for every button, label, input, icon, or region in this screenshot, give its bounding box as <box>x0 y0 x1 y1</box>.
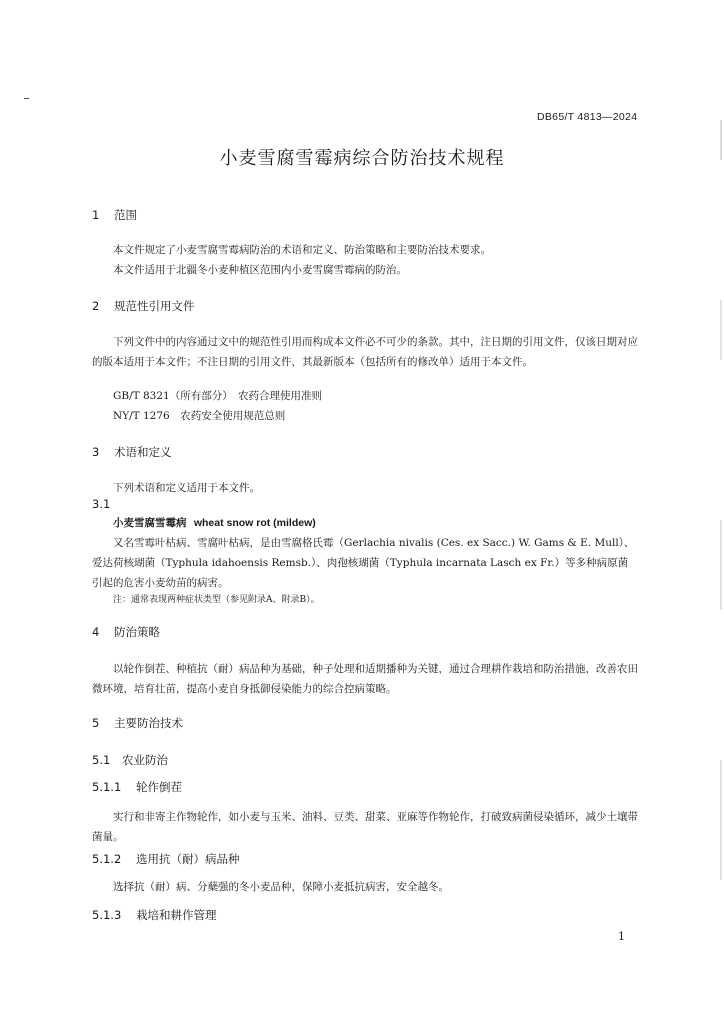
section-title: 农业防治 <box>122 753 168 767</box>
paragraph: 以轮作倒茬、种植抗（耐）病品种为基础，种子处理和适期播种为关键，通过合理耕作栽培和防治措施，改善农田微环境，培育壮苗，提高小麦自身抵御侵染能力的综合控病策略。 <box>92 663 638 695</box>
term-number: 3.1 <box>92 497 111 511</box>
normative-reference: GB/T 8321（所有部分） 农药合理使用准则 <box>113 390 322 402</box>
note: 注：通常表现两种症状类型（参见附录A、附录B）。 <box>113 595 320 605</box>
subsection-heading-5-1-3 <box>92 907 217 923</box>
scan-edge-mark <box>720 760 722 880</box>
section-title: 轮作倒茬 <box>136 780 182 794</box>
page-title: 小麦雪腐雪霉病综合防治技术规程 <box>219 148 505 169</box>
term-definition: 又名雪霉叶枯病、雪腐叶枯病，是由雪腐格氏霉（Gerlachia nivalis (Ces. ex Sacc.) W. Gams & E. Mull）、爱达荷核瑚菌（Typhula idahoensis Remsb.）、肉孢核瑚菌（Typhula incarnata Lasch ex Fr.）等多种病原菌引起的危害小麦幼苗的病害。 <box>92 537 635 589</box>
term-english: wheat snow rot (mildew) <box>193 517 316 529</box>
section-title: 范围 <box>114 208 137 222</box>
section-heading-3 <box>92 444 172 460</box>
subsection-heading-5-1 <box>92 752 168 768</box>
section-number: 3 <box>92 445 100 459</box>
term-entry <box>113 513 316 533</box>
scan-mark <box>24 98 29 99</box>
normative-reference: NY/T 1276 农药安全使用规范总则 <box>113 410 286 422</box>
section-heading-5 <box>92 715 183 731</box>
subsection-heading-5-1-1 <box>92 779 182 795</box>
section-number: 5 <box>92 716 100 730</box>
paragraph: 下列术语和定义适用于本文件。 <box>113 482 260 494</box>
scan-edge-mark <box>720 120 722 160</box>
subsection-heading-5-1-2 <box>92 851 240 867</box>
section-number: 1 <box>92 208 100 222</box>
paragraph: 本文件适用于北疆冬小麦种植区范围内小麦雪腐雪霉病的防治。 <box>113 264 407 276</box>
section-number: 4 <box>92 625 100 639</box>
section-heading-4 <box>92 624 160 640</box>
section-title: 术语和定义 <box>114 445 172 459</box>
page-number: 1 <box>618 930 625 943</box>
paragraph: 实行和非寄主作物轮作，如小麦与玉米、油料、豆类、甜菜、亚麻等作物轮作，打破致病菌侵染循环，减少土壤带菌量。 <box>92 811 638 843</box>
paragraph: 本文件规定了小麦雪腐雪霉病防治的术语和定义、防治策略和主要防治技术要求。 <box>113 244 491 256</box>
section-title: 防治策略 <box>114 625 160 639</box>
scan-edge-mark <box>720 520 722 610</box>
section-number: 5.1 <box>92 753 111 767</box>
section-heading-1 <box>92 207 137 223</box>
paragraph: 选择抗（耐）病、分蘖强的冬小麦品种，保障小麦抵抗病害，安全越冬。 <box>113 881 449 893</box>
section-title: 主要防治技术 <box>114 716 183 730</box>
section-number: 2 <box>92 299 100 313</box>
section-title: 规范性引用文件 <box>114 299 195 313</box>
section-title: 栽培和耕作管理 <box>136 908 217 922</box>
section-heading-2 <box>92 298 195 314</box>
section-number: 5.1.1 <box>92 780 122 794</box>
section-number: 5.1.3 <box>92 908 122 922</box>
section-title: 选用抗（耐）病品种 <box>136 852 240 866</box>
document-number: DB65/T 4813—2024 <box>537 111 638 123</box>
section-number: 5.1.2 <box>92 852 122 866</box>
term-chinese: 小麦雪腐雪霉病 <box>113 517 187 529</box>
scan-edge-mark <box>720 300 722 360</box>
paragraph: 下列文件中的内容通过文中的规范性引用而构成本文件必不可少的条款。其中，注日期的引用文件，仅该日期对应的版本适用于本文件；不注日期的引用文件，其最新版本（包括所有的修改单）适用于本文件。 <box>92 336 638 368</box>
